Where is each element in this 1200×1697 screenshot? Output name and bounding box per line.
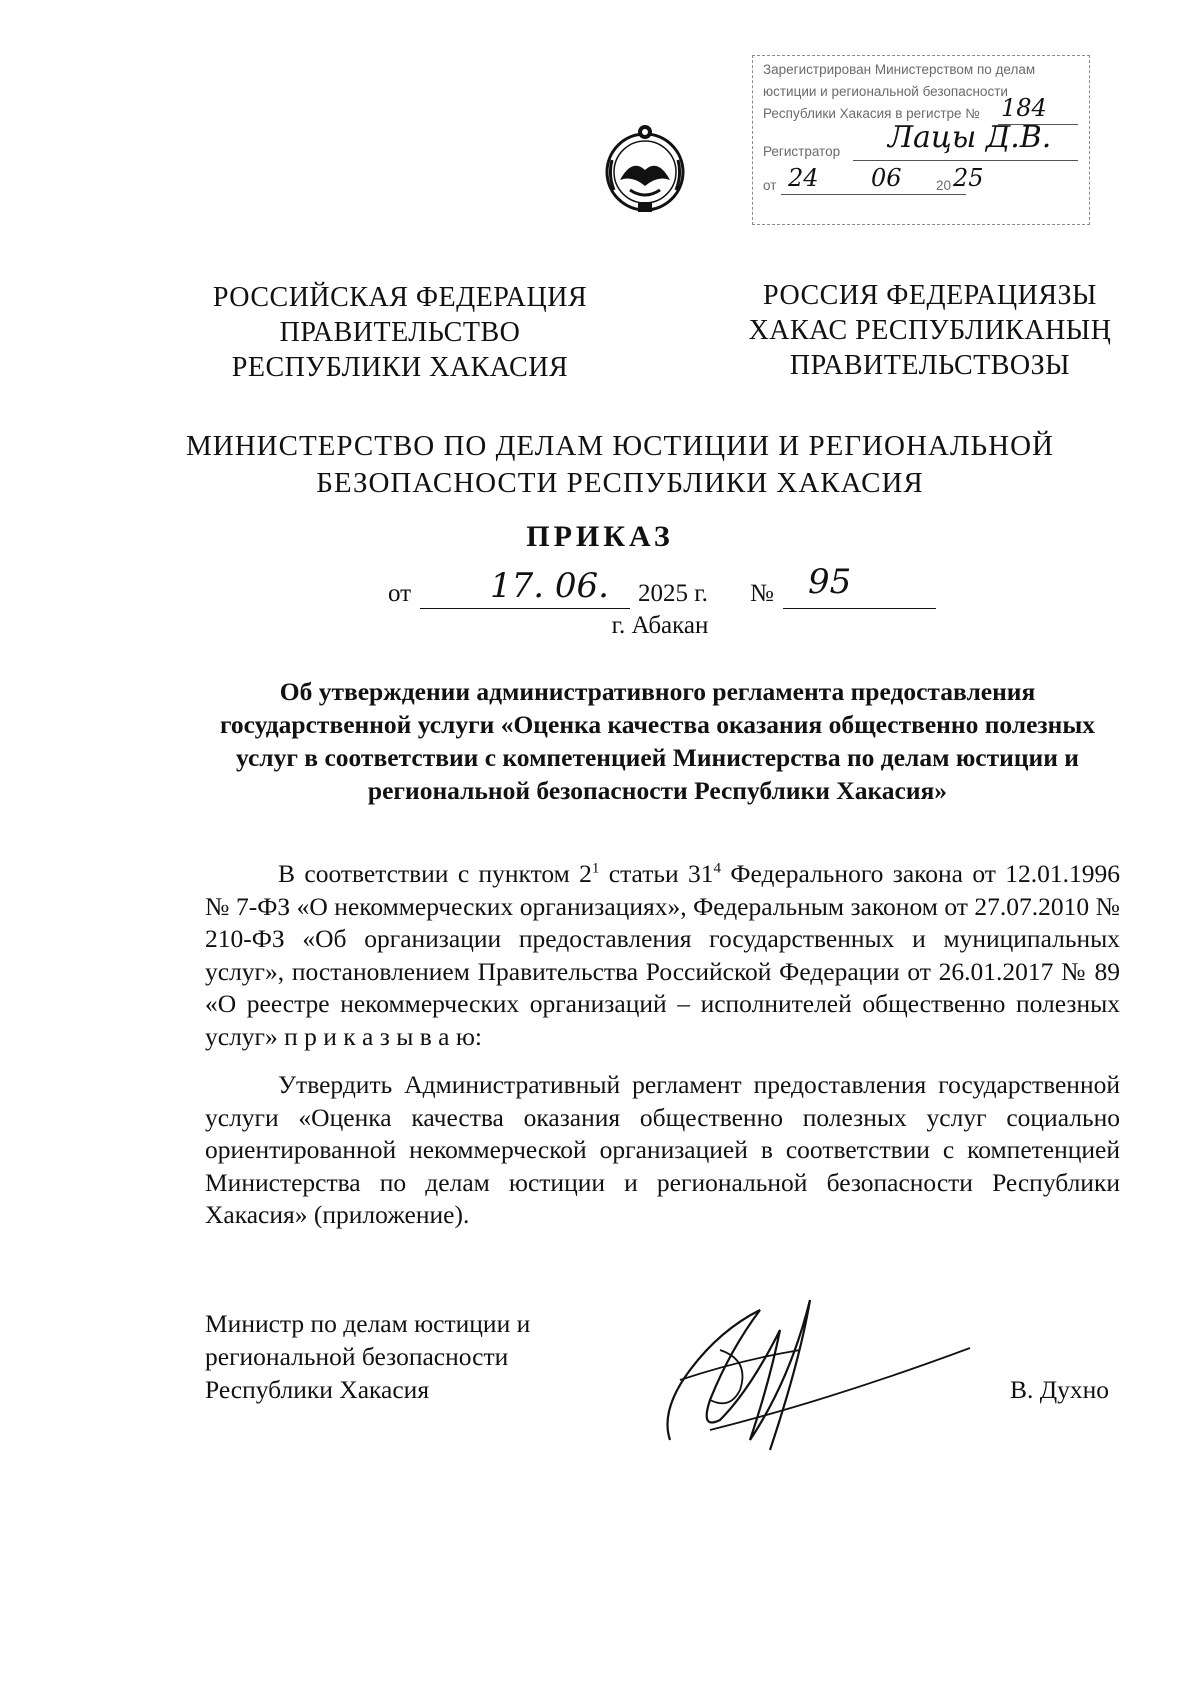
stamp-reg-day: 24 (788, 164, 819, 192)
stamp-date-line (781, 194, 966, 195)
date-year: 2025 г. (638, 580, 708, 607)
preamble-part-3: Федерального закона от 12.01.1996 № 7-ФЗ «О некоммерческих организациях», Федеральным законом от 27.07.2010 № 210-ФЗ «Об организации предоставления государственных и муниципальных услуг», постановлением Правительства Российской Федерации от 26.01.2017 № 89 «О реестре некоммерческих организаций – исполнителей общественно полезных услуг» п р и к а з ы в а ю: (205, 859, 1120, 1051)
order-title: ПРИКАЗ (526, 520, 674, 553)
number-label: № (750, 580, 774, 607)
preamble-sup-1: 1 (591, 860, 600, 877)
registration-stamp (752, 55, 1090, 225)
preamble-part-2: статьи 31 (599, 859, 714, 888)
header-right-line-3: ПРАВИТЕЛЬСТВОЗЫ (789, 350, 1071, 381)
number-handwritten: 95 (808, 562, 852, 602)
handwritten-signature (650, 1290, 980, 1460)
signatory-name: В. Духно (1010, 1375, 1110, 1404)
stamp-registrar-line (853, 160, 1078, 161)
signatory-line-2: региональной безопасности (205, 1342, 509, 1371)
signatory-line-3: Республики Хакасия (205, 1375, 430, 1404)
stamp-year-prefix: 20 (936, 178, 952, 193)
preamble-part-1: В соответствии с пунктом 2 (278, 859, 592, 888)
stamp-reg-year: 25 (953, 164, 984, 192)
stamp-registrar-signature: Лацы Д.В. (888, 120, 1052, 155)
ministry-line-1: МИНИСТЕРСТВО ПО ДЕЛАМ ЮСТИЦИИ И РЕГИОНАЛЬНОЙ (186, 430, 1054, 462)
signatory-title (205, 1307, 530, 1406)
stamp-date-prefix: от (763, 178, 777, 193)
coat-of-arms-emblem (600, 120, 690, 220)
preamble-sup-2: 4 (713, 860, 721, 877)
ministry-name (160, 428, 1080, 502)
header-right (735, 278, 1125, 383)
stamp-line-3: Республики Хакасия в регистре № (763, 106, 980, 121)
city: г. Абакан (611, 612, 709, 639)
header-right-line-2: ХАКАС РЕСПУБЛИКАНЫҢ (748, 315, 1112, 346)
ministry-line-2: БЕЗОПАСНОСТИ РЕСПУБЛИКИ ХАКАСИЯ (316, 467, 924, 499)
header-left-line-3: РЕСПУБЛИКИ ХАКАСИЯ (231, 352, 569, 383)
preamble-paragraph (205, 858, 1120, 1053)
date-handwritten: 17. 06. (490, 566, 609, 606)
stamp-reg-month: 06 (871, 164, 902, 192)
stamp-registrar-label: Регистратор (763, 144, 841, 159)
header-left (195, 280, 605, 385)
signatory-line-1: Министр по делам юстиции и (205, 1309, 531, 1338)
header-left-line-2: ПРАВИТЕЛЬСТВО (279, 317, 521, 348)
stamp-line-2: юстиции и региональной безопасности (763, 84, 1008, 99)
stamp-reg-number: 184 (1001, 94, 1047, 122)
number-underline (783, 608, 936, 609)
date-underline (420, 608, 630, 609)
date-from-label: от (388, 580, 412, 607)
header-right-line-1: РОССИЯ ФЕДЕРАЦИЯЗЫ (763, 280, 1097, 311)
order-subject: Об утверждении административного регламента предоставления государственной услуги «Оценка качества оказания общественно полезных услуг в соответствии с компетенцией Министерства по делам юстиции и региональной безопасности Республики Хакасия» (219, 677, 1096, 805)
stamp-line-1: Зарегистрирован Министерством по делам (763, 62, 1036, 77)
header-left-line-1: РОССИЙСКАЯ ФЕДЕРАЦИЯ (212, 282, 588, 313)
order-paragraph: Утвердить Административный регламент предоставления государственной услуги «Оценка качества оказания общественно полезных услуг социально ориентированной некоммерческой организацией в соответствии с компетенцией Министерства по делам юстиции и региональной безопасности Республики Хакасия» (приложение). (205, 1070, 1120, 1229)
